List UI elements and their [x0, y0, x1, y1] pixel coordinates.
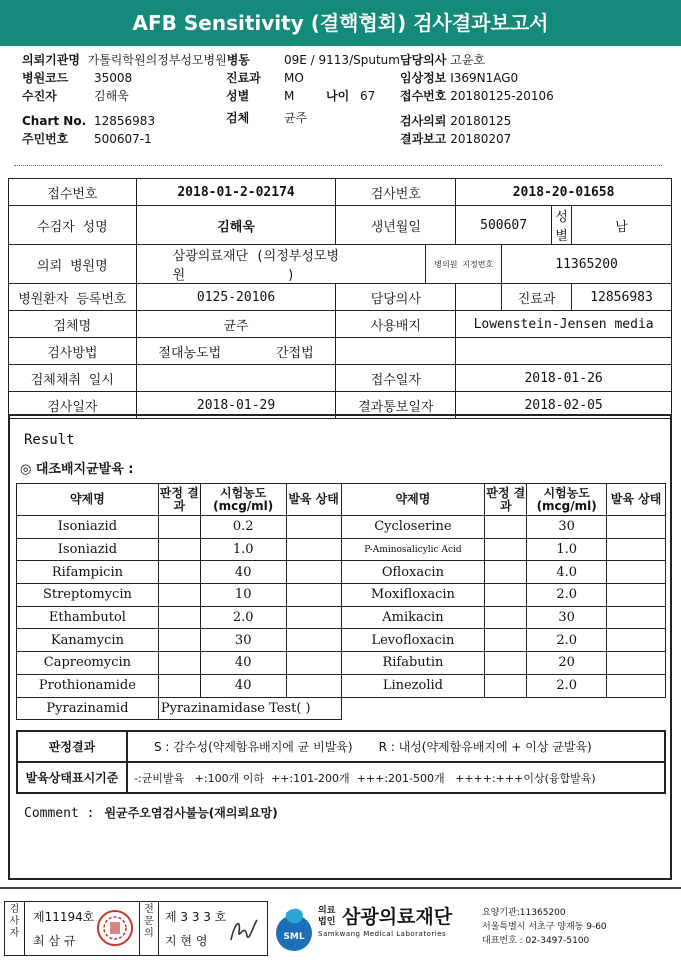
pza-test: Pyrazinamidase Test( ): [158, 697, 341, 720]
judge-cell: [158, 516, 200, 539]
info-label: 생년월일: [336, 206, 456, 245]
table-row: [9, 179, 672, 206]
info-label: 접수번호: [9, 179, 137, 206]
patient-value: 김해욱: [94, 89, 129, 103]
growth-cell: [607, 652, 666, 675]
info-table: [8, 178, 672, 419]
col-drug: 약제명: [341, 484, 485, 516]
empty-cell: [341, 697, 665, 720]
age-label: 나이: [326, 89, 350, 103]
corp-name: 삼광의료재단: [342, 906, 453, 928]
conc-cell: 30: [200, 629, 286, 652]
drug-name: Prothionamide: [17, 674, 159, 697]
info-value: [136, 338, 336, 365]
report-label: 결과보고: [400, 132, 447, 146]
conc-cell: 0.2: [200, 516, 286, 539]
legend-table: [16, 730, 666, 794]
info-label: 진료과: [502, 284, 572, 311]
report-title: AFB Sensitivity (결핵협회) 검사결과보고서: [0, 0, 681, 46]
table-row: [9, 206, 672, 245]
growth-cell: [286, 606, 341, 629]
growth-cell: [607, 516, 666, 539]
info-label: 병의원 지정번호: [426, 245, 502, 284]
growth-cell: [286, 561, 341, 584]
info-value: 균주: [136, 311, 336, 338]
growth-cell: [286, 629, 341, 652]
report-value: 20180207: [450, 132, 512, 146]
judge-cell: [158, 652, 200, 675]
org-label: 의뢰기관명: [22, 53, 80, 67]
sex-label: 성별: [226, 89, 250, 103]
conc-cell: 2.0: [527, 629, 607, 652]
info-value: [456, 284, 502, 311]
col-conc: 시험농도 (mcg/ml): [527, 484, 607, 516]
tester-name: 최 삼 규: [33, 934, 76, 948]
growth-cell: [607, 538, 666, 561]
drug-name: Capreomycin: [17, 652, 159, 675]
info-blank: [456, 338, 672, 365]
growth-label: 발육상태표시기준: [17, 762, 127, 793]
conc-cell: 40: [200, 652, 286, 675]
tester-tag: 검사자: [5, 902, 25, 955]
receipt-label: 접수번호: [400, 89, 447, 103]
specimen-value: 균주: [284, 111, 308, 125]
sex-value: M: [284, 89, 295, 103]
info-value: 0125-20106: [136, 284, 336, 311]
info-value: 남: [572, 206, 672, 245]
col-growth: 발육 상태: [607, 484, 666, 516]
growth-cell: [286, 652, 341, 675]
info-label: 검체채취 일시: [9, 365, 137, 392]
spec-name: 지 현 영: [165, 934, 208, 948]
info-value: 2018-02-05: [456, 392, 672, 419]
hcode-value: 35008: [94, 71, 133, 85]
judge-cell: [158, 584, 200, 607]
info-value: 11365200: [502, 245, 672, 284]
judge-r: R : 내성(약제함유배지에 + 이상 균발육): [378, 740, 592, 754]
drug-name: Rifampicin: [17, 561, 159, 584]
req-label: 검사의뢰: [400, 114, 447, 128]
info-value: 2018-20-01658: [456, 179, 672, 206]
info-value: 2018-01-26: [456, 365, 672, 392]
comment: [24, 804, 278, 821]
drug-name: Rifabutin: [341, 652, 485, 675]
corp-en: Samkwang Medical Laboratories: [318, 930, 447, 938]
col-drug: 약제명: [17, 484, 159, 516]
result-title: Result: [24, 432, 75, 448]
judge-cell: [485, 516, 527, 539]
info-value: 김해욱: [136, 206, 336, 245]
growth-cell: [607, 629, 666, 652]
growth-cell: [286, 516, 341, 539]
judge-cell: [485, 606, 527, 629]
drug-name: Pyrazinamid: [17, 697, 159, 720]
table-row: [9, 245, 672, 284]
drug-name: P-Aminosalicylic Acid: [341, 538, 485, 561]
receipt-value: 20180125-20106: [450, 89, 554, 103]
drug-name: Isoniazid: [17, 516, 159, 539]
age-value: 67: [360, 89, 376, 103]
info-label: 의뢰 병원명: [9, 245, 137, 284]
table-row: [17, 606, 666, 629]
ward-value: 09E / 9113/Sputum: [284, 53, 400, 67]
table-row: [17, 674, 666, 697]
judge-s: S : 감수성(약제함유배지에 균 비발육): [154, 740, 353, 754]
method-1: 절대농도법: [158, 345, 222, 361]
drug-name: Levofloxacin: [341, 629, 485, 652]
col-judge: 판정 결과: [485, 484, 527, 516]
col-conc: 시험농도 (mcg/ml): [200, 484, 286, 516]
comment-label: Comment :: [24, 806, 95, 821]
corp-addr: 서울특별시 서초구 양재동 9-60: [482, 922, 607, 932]
drug-name: Isoniazid: [17, 538, 159, 561]
judge-cell: [485, 652, 527, 675]
footer-divider: [0, 887, 681, 889]
drug-name: Amikacin: [341, 606, 485, 629]
org-value: 가톨릭학원의정부성모병원: [87, 53, 227, 67]
conc-cell: 1.0: [200, 538, 286, 561]
drug-table: [16, 483, 666, 720]
info-label: 접수일자: [336, 365, 456, 392]
col-judge: 판정 결과: [158, 484, 200, 516]
sml-logo-icon: [272, 903, 316, 953]
table-row: [17, 561, 666, 584]
conc-cell: 4.0: [527, 561, 607, 584]
judge-text: [127, 731, 665, 762]
patient-label: 수진자: [22, 89, 57, 103]
ssn-value: 500607-1: [94, 132, 152, 146]
table-row: [17, 538, 666, 561]
chart-value: 12856983: [94, 114, 156, 128]
table-header-row: [17, 484, 666, 516]
spec-no: 제 3 3 3 호: [165, 910, 227, 924]
hospital-name: 삼광의료재단 (의정부성모병원: [172, 249, 340, 283]
clinical-label: 임상정보: [400, 71, 447, 85]
corp-tag: 의료법인: [318, 906, 336, 927]
dept-label: 진료과: [226, 71, 261, 85]
info-label: 성별: [552, 206, 572, 245]
spec-tag: 전문의: [139, 902, 159, 955]
info-blank: [336, 338, 456, 365]
hospital-paren: ): [286, 268, 295, 283]
conc-cell: 1.0: [527, 538, 607, 561]
drug-name: Moxifloxacin: [341, 584, 485, 607]
judge-cell: [485, 674, 527, 697]
drug-name: Ethambutol: [17, 606, 159, 629]
req-value: 20180125: [450, 114, 512, 128]
control-growth-label: ◎ 대조배지균발육 :: [20, 462, 134, 477]
info-label: 검체명: [9, 311, 137, 338]
info-label: 병원환자 등록번호: [9, 284, 137, 311]
info-label: 사용배지: [336, 311, 456, 338]
ward-label: 병동: [226, 53, 250, 67]
conc-cell: 2.0: [527, 584, 607, 607]
info-label: 검사번호: [336, 179, 456, 206]
info-value: 12856983: [572, 284, 672, 311]
conc-cell: 2.0: [200, 606, 286, 629]
table-row: [9, 311, 672, 338]
result-box: [8, 414, 672, 880]
drug-name: Ofloxacin: [341, 561, 485, 584]
tester-no: 제11194호: [33, 910, 95, 924]
signature-icon: [227, 912, 261, 946]
info-value: 2018-01-2-02174: [136, 179, 336, 206]
info-value: [136, 245, 426, 284]
logo-text: SML: [283, 932, 305, 942]
judge-cell: [158, 538, 200, 561]
hcode-label: 병원코드: [22, 71, 69, 85]
info-value: 2018-01-29: [136, 392, 336, 419]
judge-cell: [158, 606, 200, 629]
info-label: 결과통보일자: [336, 392, 456, 419]
info-label: 수검자 성명: [9, 206, 137, 245]
conc-cell: 40: [200, 674, 286, 697]
conc-cell: 2.0: [527, 674, 607, 697]
table-row: [17, 516, 666, 539]
conc-cell: 40: [200, 561, 286, 584]
growth-cell: [286, 538, 341, 561]
table-row: [17, 697, 666, 720]
judge-cell: [485, 561, 527, 584]
drug-name: Linezolid: [341, 674, 485, 697]
conc-cell: 30: [527, 516, 607, 539]
signature-box: [4, 901, 268, 956]
growth-cell: [607, 584, 666, 607]
info-label: 담당의사: [336, 284, 456, 311]
table-row: [17, 762, 665, 793]
table-row: [9, 365, 672, 392]
dept-value: MO: [284, 71, 304, 85]
ssn-label: 주민번호: [22, 132, 69, 146]
judge-label: 판정결과: [17, 731, 127, 762]
judge-cell: [485, 538, 527, 561]
drug-name: Cycloserine: [341, 516, 485, 539]
growth-cell: [286, 584, 341, 607]
conc-cell: 10: [200, 584, 286, 607]
table-row: [17, 652, 666, 675]
info-value: 500607: [456, 206, 552, 245]
clinical-value: I369N1AG0: [450, 71, 519, 85]
table-row: [9, 338, 672, 365]
judge-cell: [158, 561, 200, 584]
doctor-label: 담당의사: [400, 53, 447, 67]
info-value: Lowenstein-Jensen media: [456, 311, 672, 338]
method-2: 간접법: [276, 345, 314, 361]
doctor-value: 고윤호: [450, 53, 485, 67]
growth-cell: [607, 606, 666, 629]
corp-tel: 대표번호 : 02-3497-5100: [482, 936, 590, 946]
corp-code: 요양기관:11365200: [482, 908, 566, 918]
info-label: 검사일자: [9, 392, 137, 419]
drug-name: Streptomycin: [17, 584, 159, 607]
conc-cell: 30: [527, 606, 607, 629]
specimen-label: 검체: [226, 111, 250, 125]
growth-cell: [286, 674, 341, 697]
col-growth: 발육 상태: [286, 484, 341, 516]
table-row: [17, 629, 666, 652]
conc-cell: 20: [527, 652, 607, 675]
chart-label: Chart No.: [22, 114, 87, 128]
judge-cell: [158, 629, 200, 652]
info-label: 검사방법: [9, 338, 137, 365]
comment-text: 원균주오염검사불능(재의뢰요망): [104, 806, 278, 820]
judge-cell: [485, 584, 527, 607]
table-row: [9, 284, 672, 311]
growth-text: -:균비발육 +:100개 이하 ++:101-200개 +++:201-500개 ++++:+++이상(융합발육): [127, 762, 665, 793]
seal-icon: [95, 908, 135, 948]
table-row: [17, 584, 666, 607]
judge-cell: [485, 629, 527, 652]
judge-cell: [158, 674, 200, 697]
divider: [14, 165, 662, 166]
info-value: [136, 365, 336, 392]
growth-cell: [607, 561, 666, 584]
table-row: [17, 731, 665, 762]
growth-cell: [607, 674, 666, 697]
drug-name: Kanamycin: [17, 629, 159, 652]
